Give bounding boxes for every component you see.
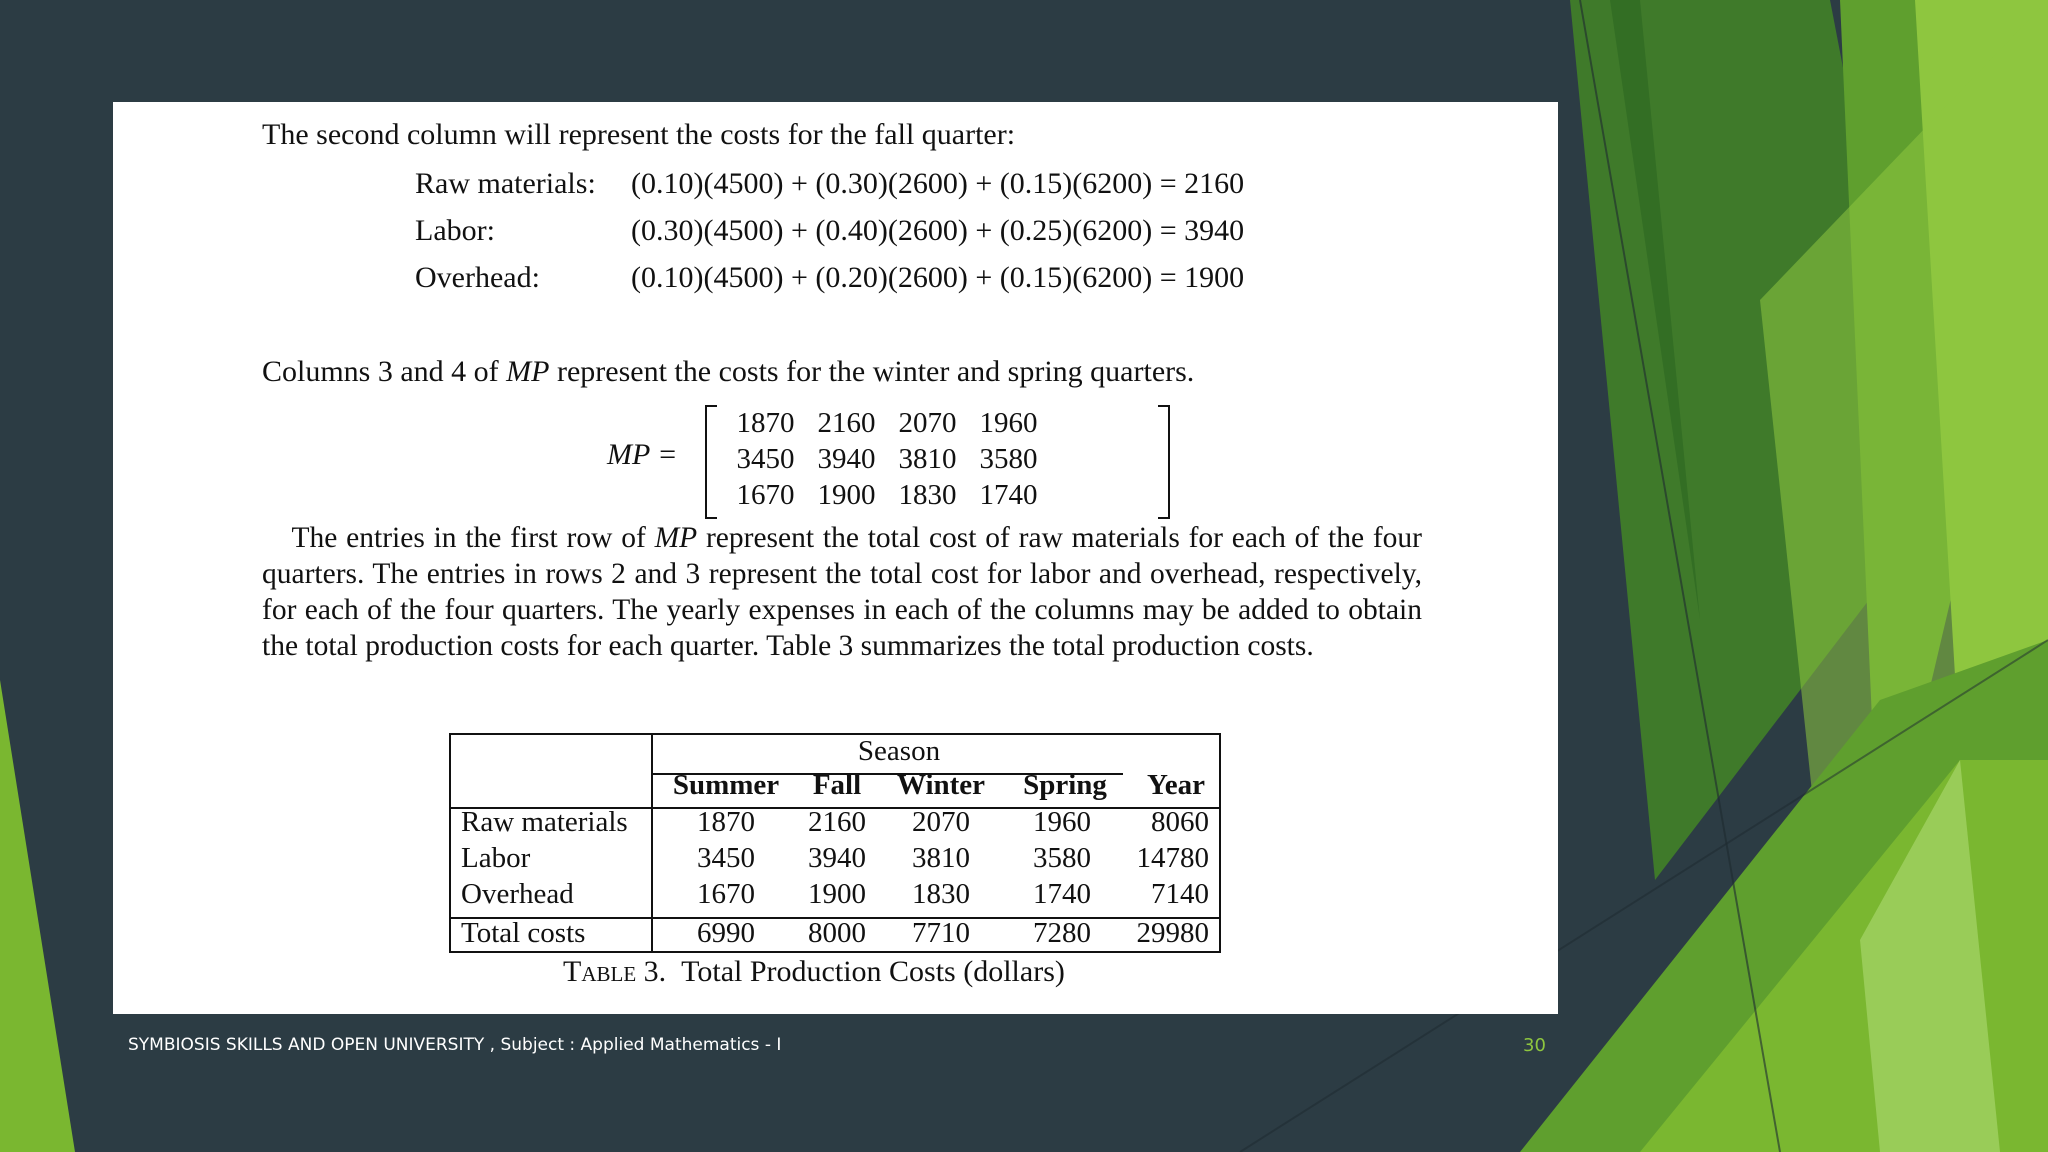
caption-text: Total Production Costs (dollars) <box>681 955 1065 988</box>
table-cell: 2160 <box>808 806 866 838</box>
table-row-label: Overhead <box>461 878 574 910</box>
matrix-left-bracket <box>705 405 717 519</box>
table-cell: 1960 <box>1033 806 1091 838</box>
slide-footer: SYMBIOSIS SKILLS AND OPEN UNIVERSITY , Subject : Applied Mathematics - I <box>128 1035 782 1055</box>
production-costs-table <box>449 733 1221 953</box>
table-cell: 3940 <box>808 842 866 874</box>
intro2-before: Columns 3 and 4 of <box>262 355 507 388</box>
table-header-year: Year <box>1147 769 1205 801</box>
intro-fall-quarter: The second column will represent the costs for the fall quarter: <box>262 118 1016 151</box>
table-cell: 7140 <box>1151 878 1209 910</box>
equation-label: Raw materials: <box>415 167 596 200</box>
paragraph-part1: The entries in the first row of <box>291 522 655 554</box>
matrix-cell: 2160 <box>817 407 876 439</box>
table-total-cell: 7710 <box>912 917 970 949</box>
slide-page-number: 30 <box>1523 1035 1546 1056</box>
paragraph-mp: MP <box>654 522 698 554</box>
table-row-label: Raw materials <box>461 806 628 838</box>
matrix-cell: 1830 <box>898 479 957 511</box>
equation-expression: (0.30)(4500) + (0.40)(2600) + (0.25)(6200) = 3940 <box>631 214 1245 247</box>
table-cell: 1830 <box>912 878 970 910</box>
table-total-label: Total costs <box>461 917 586 949</box>
matrix-cell: 3450 <box>736 443 795 475</box>
table-cell: 1670 <box>697 878 755 910</box>
matrix-label: MP = <box>607 438 678 471</box>
table-header-summer: Summer <box>672 769 780 801</box>
table-header-spring: Spring <box>1023 769 1107 801</box>
matrix-row <box>725 443 1150 476</box>
table-cell: 1740 <box>1033 878 1091 910</box>
table-total-cell: 6990 <box>697 917 755 949</box>
table-group-header: Season <box>857 735 941 767</box>
table-cell: 3580 <box>1033 842 1091 874</box>
table-header-fall: Fall <box>812 769 862 801</box>
matrix-cell: 3810 <box>898 443 957 475</box>
table-cell: 14780 <box>1136 842 1209 874</box>
table-row-label: Labor <box>461 842 531 874</box>
table-total-cell: 29980 <box>1136 917 1209 949</box>
table-cell: 1900 <box>808 878 866 910</box>
table-cell: 3450 <box>697 842 755 874</box>
equation-label: Overhead: <box>415 261 540 294</box>
matrix-cell: 1740 <box>979 479 1038 511</box>
mp-matrix <box>705 405 1170 519</box>
table-cell: 8060 <box>1151 806 1209 838</box>
matrix-cell: 1870 <box>736 407 795 439</box>
matrix-cell: 3940 <box>817 443 876 475</box>
equation-expression: (0.10)(4500) + (0.20)(2600) + (0.15)(6200) = 1900 <box>631 261 1245 294</box>
matrix-row <box>725 407 1150 440</box>
table-total-cell: 8000 <box>808 917 866 949</box>
intro-columns-3-4 <box>262 355 1194 389</box>
equation-expression: (0.10)(4500) + (0.30)(2600) + (0.15)(6200) = 2160 <box>631 167 1245 200</box>
table-header-winter: Winter <box>896 769 986 801</box>
table-caption <box>563 955 1065 989</box>
matrix-right-bracket <box>1158 405 1170 519</box>
matrix-cell: 2070 <box>898 407 957 439</box>
table-cell: 1870 <box>697 806 755 838</box>
equation-label: Labor: <box>415 214 495 247</box>
table-total-cell: 7280 <box>1033 917 1091 949</box>
matrix-row <box>725 479 1150 512</box>
matrix-cell: 1900 <box>817 479 876 511</box>
paragraph-part2: represent the total cost of raw materials for each of the four quarters. The entries in rows 2 and 3 represent the total cost for labor and overhead, respectively, for each of the four quarters. The yearly expenses in each of the columns may be added to obtain the total production costs for each quarter. Table 3 summarizes the total production costs. <box>262 522 1423 662</box>
matrix-cell: 1670 <box>736 479 795 511</box>
intro2-after: represent the costs for the winter and spring quarters. <box>549 355 1195 388</box>
table-cell: 2070 <box>912 806 970 838</box>
explanation-paragraph <box>262 520 1422 664</box>
matrix-cell: 3580 <box>979 443 1038 475</box>
document-page <box>113 102 1558 1014</box>
matrix-cell: 1960 <box>979 407 1038 439</box>
intro2-mp: MP <box>506 355 550 388</box>
caption-label: Table 3. <box>563 955 667 988</box>
table-cell: 3810 <box>912 842 970 874</box>
